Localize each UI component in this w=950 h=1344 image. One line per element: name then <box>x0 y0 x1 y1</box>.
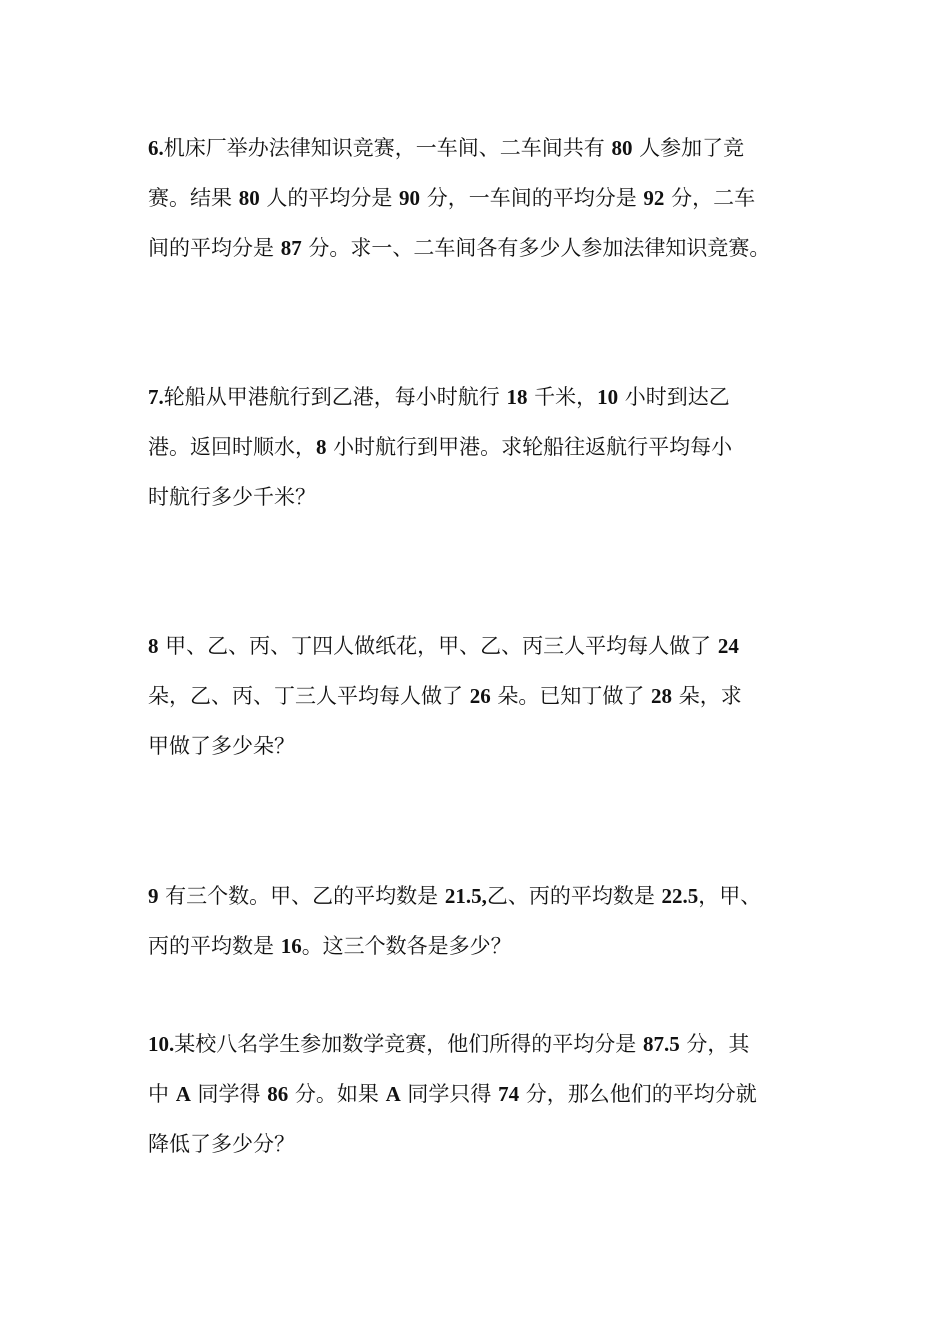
text-run: 轮船从甲港航行到乙港，每小时航行 <box>163 385 507 409</box>
text-run: 中 <box>148 1082 176 1106</box>
text-run: 。这三个数各是多少？ <box>301 934 512 958</box>
text-run: 朵，乙、丙、丁三人平均每人做了 <box>148 684 470 708</box>
bold-number: 74 <box>498 1082 520 1106</box>
text-run: 人的平均分是 <box>259 186 400 210</box>
text-run: 千米， <box>527 385 598 409</box>
problem-6-line-2 <box>148 184 755 212</box>
problem-6-line-1 <box>148 134 744 162</box>
bold-number: 80 <box>611 136 633 160</box>
text-run: 机床厂举办法律知识竞赛，一车间、二车间共有 <box>163 136 612 160</box>
text-run: 甲、乙、丙、丁四人做纸花，甲、乙、丙三人平均每人做了 <box>158 634 718 658</box>
bold-number: 28 <box>651 684 673 708</box>
problem-7-line-3 <box>148 483 316 511</box>
bold-number: 21.5, <box>444 884 487 908</box>
text-run: 同学只得 <box>400 1082 499 1106</box>
text-run: 时航行多少千米？ <box>148 485 316 509</box>
bold-number: 6. <box>148 136 164 160</box>
bold-number: 10 <box>597 385 619 409</box>
bold-number: 87.5 <box>642 1032 680 1056</box>
text-run: 小时到达乙 <box>618 385 730 409</box>
bold-number: 90 <box>399 186 421 210</box>
problem-10-line-3 <box>148 1130 295 1158</box>
text-run: 小时航行到甲港。求轮船往返航行平均每小 <box>326 435 733 459</box>
problem-9-line-1 <box>148 882 761 910</box>
bold-number: 16 <box>280 934 302 958</box>
text-run: 分。如果 <box>288 1082 386 1106</box>
bold-number: 10. <box>148 1032 175 1056</box>
text-run: 朵。已知丁做了 <box>490 684 652 708</box>
problem-7-line-2 <box>148 433 732 461</box>
problem-6-line-3 <box>148 234 770 262</box>
text-run: 有三个数。甲、乙的平均数是 <box>158 884 445 908</box>
bold-number: 7. <box>148 385 164 409</box>
bold-number: 92 <box>643 186 665 210</box>
bold-number: 80 <box>238 186 260 210</box>
text-run: 乙、丙的平均数是 <box>486 884 662 908</box>
bold-number: 24 <box>717 634 739 658</box>
problem-8-line-1 <box>148 632 739 660</box>
text-run: 甲做了多少朵？ <box>148 734 295 758</box>
bold-number: A <box>175 1082 191 1106</box>
bold-number: 18 <box>506 385 528 409</box>
bold-number: 22.5 <box>661 884 699 908</box>
text-run: 降低了多少分？ <box>148 1132 295 1156</box>
text-run: 分，那么他们的平均分就 <box>519 1082 757 1106</box>
bold-number: 26 <box>469 684 491 708</box>
text-run: 某校八名学生参加数学竞赛，他们所得的平均分是 <box>174 1032 643 1056</box>
problem-8-line-3 <box>148 732 295 760</box>
text-run: 丙的平均数是 <box>148 934 281 958</box>
text-run: 分，二车 <box>664 186 756 210</box>
text-run: 间的平均分是 <box>148 236 281 260</box>
bold-number: A <box>385 1082 401 1106</box>
bold-number: 87 <box>280 236 302 260</box>
text-run: ，甲、 <box>698 884 762 908</box>
text-run: 分，其 <box>679 1032 750 1056</box>
problem-7-line-1 <box>148 383 730 411</box>
problem-10-line-1 <box>148 1030 749 1058</box>
bold-number: 86 <box>267 1082 289 1106</box>
text-run: 赛。结果 <box>148 186 239 210</box>
problem-8-line-2 <box>148 682 742 710</box>
text-run: 同学得 <box>190 1082 268 1106</box>
bold-number: 8 <box>148 634 159 658</box>
bold-number: 8 <box>316 435 327 459</box>
problem-9-line-2 <box>148 932 512 960</box>
text-run: 朵，求 <box>672 684 742 708</box>
text-run: 分。求一、二车间各有多少人参加法律知识竞赛。 <box>301 236 771 260</box>
text-run: 分，一车间的平均分是 <box>420 186 644 210</box>
problem-10-line-2 <box>148 1080 757 1108</box>
text-run: 人参加了竞 <box>632 136 745 160</box>
text-run: 港。返回时顺水， <box>148 435 316 459</box>
bold-number: 9 <box>148 884 159 908</box>
